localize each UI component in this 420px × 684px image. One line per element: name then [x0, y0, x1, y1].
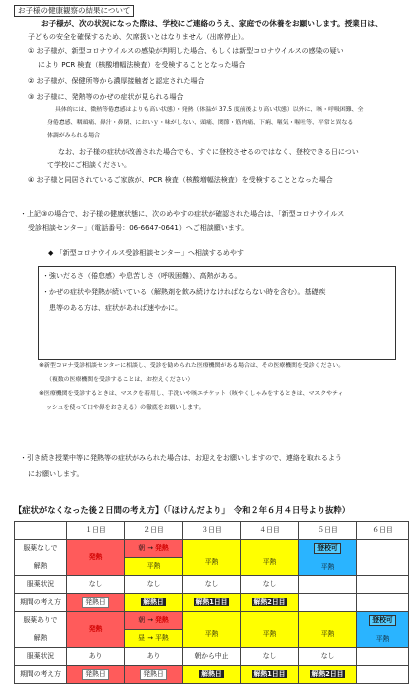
detail-line-1: 具体的には、微熱等倦怠感はよりも高い状態）・発熱（体温が 37.5 度前後より高い状態）以外に、咳・呼吸困難、全: [55, 107, 364, 113]
case3-line-2: 受診相談センター」（電話番号：06-6647-0641）へご相談願います。: [28, 224, 249, 232]
cell-a4: 平熱: [241, 540, 299, 576]
med-b5: なし: [299, 648, 357, 666]
table-row: [15, 540, 409, 558]
box-bullet-2: ・かぜの症状や発熱が続いている（解熱剤を飲み続けなければならない時を含む）。基礎疾: [42, 288, 326, 296]
period-b2: 発熱日: [125, 666, 183, 684]
cell-a3: 平熱: [183, 540, 241, 576]
item-4: ④ お子様と同居されているご家族が、PCR 検査（核酸増幅法検査）を受検することとなった場合: [28, 176, 333, 184]
corner-cell: [15, 522, 67, 540]
period-a3: 解熱1日目: [183, 594, 241, 612]
med-a5: [299, 576, 357, 594]
box-bullet-1: ・強いだるさ（倦怠感）や息苦しさ（呼吸困難）、高熱がある。: [42, 272, 242, 280]
followup-line-2: にお願いします。: [28, 470, 84, 478]
day-1-header: １日目: [67, 522, 125, 540]
recover-line-1: なお、お子様の症状が改善された場合でも、すぐに登校させるのではなく、登校できる日につい: [58, 148, 359, 156]
item-3: ③ お子様に、発熱等のかぜの症状が見られる場合: [28, 93, 184, 101]
med-a4: なし: [241, 576, 299, 594]
day-3-header: ３日目: [183, 522, 241, 540]
without-med-label: 服薬なしで 解熱: [15, 540, 67, 576]
cell-b2-bottom: 昼 → 平熱: [125, 630, 183, 648]
cell-b1: 発熱: [67, 612, 125, 648]
period-a2: 解熱日: [125, 594, 183, 612]
cell-b4: 平熱: [241, 612, 299, 648]
intro-line-2: 子どもの安全を確保するため、欠席扱いとはなりません（出席停止）。: [28, 33, 249, 41]
item-1-line-2: により PCR 検査（核酸増幅法検査）を受検することとなった場合: [38, 61, 246, 69]
period-a4: 解熱2日目: [241, 594, 299, 612]
med-a2: なし: [125, 576, 183, 594]
med-b4: なし: [241, 648, 299, 666]
period-b4: 解熱1日目: [241, 666, 299, 684]
med-a6: [357, 576, 409, 594]
period-b5: 解熱2日目: [299, 666, 357, 684]
period-a1: 発熱日: [67, 594, 125, 612]
cell-b5: 平熱: [299, 612, 357, 648]
med-b6: [357, 648, 409, 666]
followup-line-1: ・引き続き授業中等に発熱等の症状がみられた場合は、お迎えをお願いしますので、連絡を取れるよう: [20, 454, 342, 462]
item-2: ② お子様が、保健所等から濃厚接触者と認定された場合: [28, 77, 205, 85]
table-row: [15, 666, 409, 684]
day-4-header: ４日目: [241, 522, 299, 540]
box-title: ◆ 「新型コロナウイルス受診相談センター」へ相談するめやす: [48, 249, 244, 257]
period-b3: 解熱日: [183, 666, 241, 684]
med-b2: あり: [125, 648, 183, 666]
note-1: ※新型コロナ受診相談センターに相談し、受診を勧められた医療機関がある場合は、その医療機関を受診ください。: [39, 363, 345, 369]
table-title: 【症状がなくなった後２日間の考え方】（「ほけんだより」 令和２年６月４日号より抜粋）: [14, 505, 351, 515]
med-a1: なし: [67, 576, 125, 594]
med-b3: 朝から中止: [183, 648, 241, 666]
med-a3: なし: [183, 576, 241, 594]
case3-line-1: ・上記③の場合で、お子様の健康状態に、次のめやすの症状が確認された場合は、「新型コロナウイルス: [20, 210, 345, 218]
attend-badge: 登校可: [369, 615, 395, 626]
cell-b2-top: 朝 → 発熱: [125, 612, 183, 630]
cell-b6: 登校可 平熱: [357, 612, 409, 648]
day-6-header: ６日目: [357, 522, 409, 540]
detail-line-2: 身倦怠感、咽頭痛、鼻汁・鼻閉、においｙ・味がしない、頭痛、関節・筋肉痛、下痢、嘔気・嘔吐等、平常と異なる: [47, 120, 354, 126]
attend-badge: 登校可: [314, 543, 340, 554]
med-status-label-b: 服薬状況: [15, 648, 67, 666]
with-med-label: 服薬ありで 解熱: [15, 612, 67, 648]
period-b1: 発熱日: [67, 666, 125, 684]
cell-a1: 発熱: [67, 540, 125, 576]
cell-a6: [357, 540, 409, 576]
cell-b3: 平熱: [183, 612, 241, 648]
cell-a2-top: 朝 → 発熱: [125, 540, 183, 558]
table-row: [15, 612, 409, 630]
detail-line-3: 体調がみられる場合: [47, 133, 101, 139]
cell-a2-bottom: 平熱: [125, 558, 183, 576]
recover-line-2: て学校にご相談ください。: [47, 161, 131, 169]
table-header-row: [15, 522, 409, 540]
day-5-header: ５日目: [299, 522, 357, 540]
table-row: [15, 576, 409, 594]
period-label-a: 期間の考え方: [15, 594, 67, 612]
period-b6: [357, 666, 409, 684]
table-row: [15, 648, 409, 666]
intro-line-1: お子様が、次の状況になった際は、学校にご連絡のうえ、家庭での休養をお願いします。授業日は、: [41, 19, 383, 28]
recovery-table: [14, 521, 409, 684]
note-4: ッシュを使って口や鼻をおさえる）の徹底をお願いします。: [46, 405, 205, 411]
cell-a5: 登校可 平熱: [299, 540, 357, 576]
item-1-line-1: ① お子様が、新型コロナウイルスの感染が判明した場合、もしくは新型コロナウイルスの感染の疑い: [28, 47, 344, 55]
note-2: （複数の医療機関を受診することは、お控えください）: [46, 377, 194, 383]
day-2-header: ２日目: [125, 522, 183, 540]
med-b1: あり: [67, 648, 125, 666]
section-header: お子様の健康観察の結果について: [14, 5, 134, 17]
med-status-label-a: 服薬状況: [15, 576, 67, 594]
box-bullet-3: 患等のある方は、症状があれば速やかに。: [42, 304, 182, 312]
period-label-b: 期間の考え方: [15, 666, 67, 684]
note-3: ※医療機関を受診するときは、マスクを着用し、手洗いや咳エチケット（咳やくしゃみをするときは、マスクやティ: [39, 391, 344, 397]
